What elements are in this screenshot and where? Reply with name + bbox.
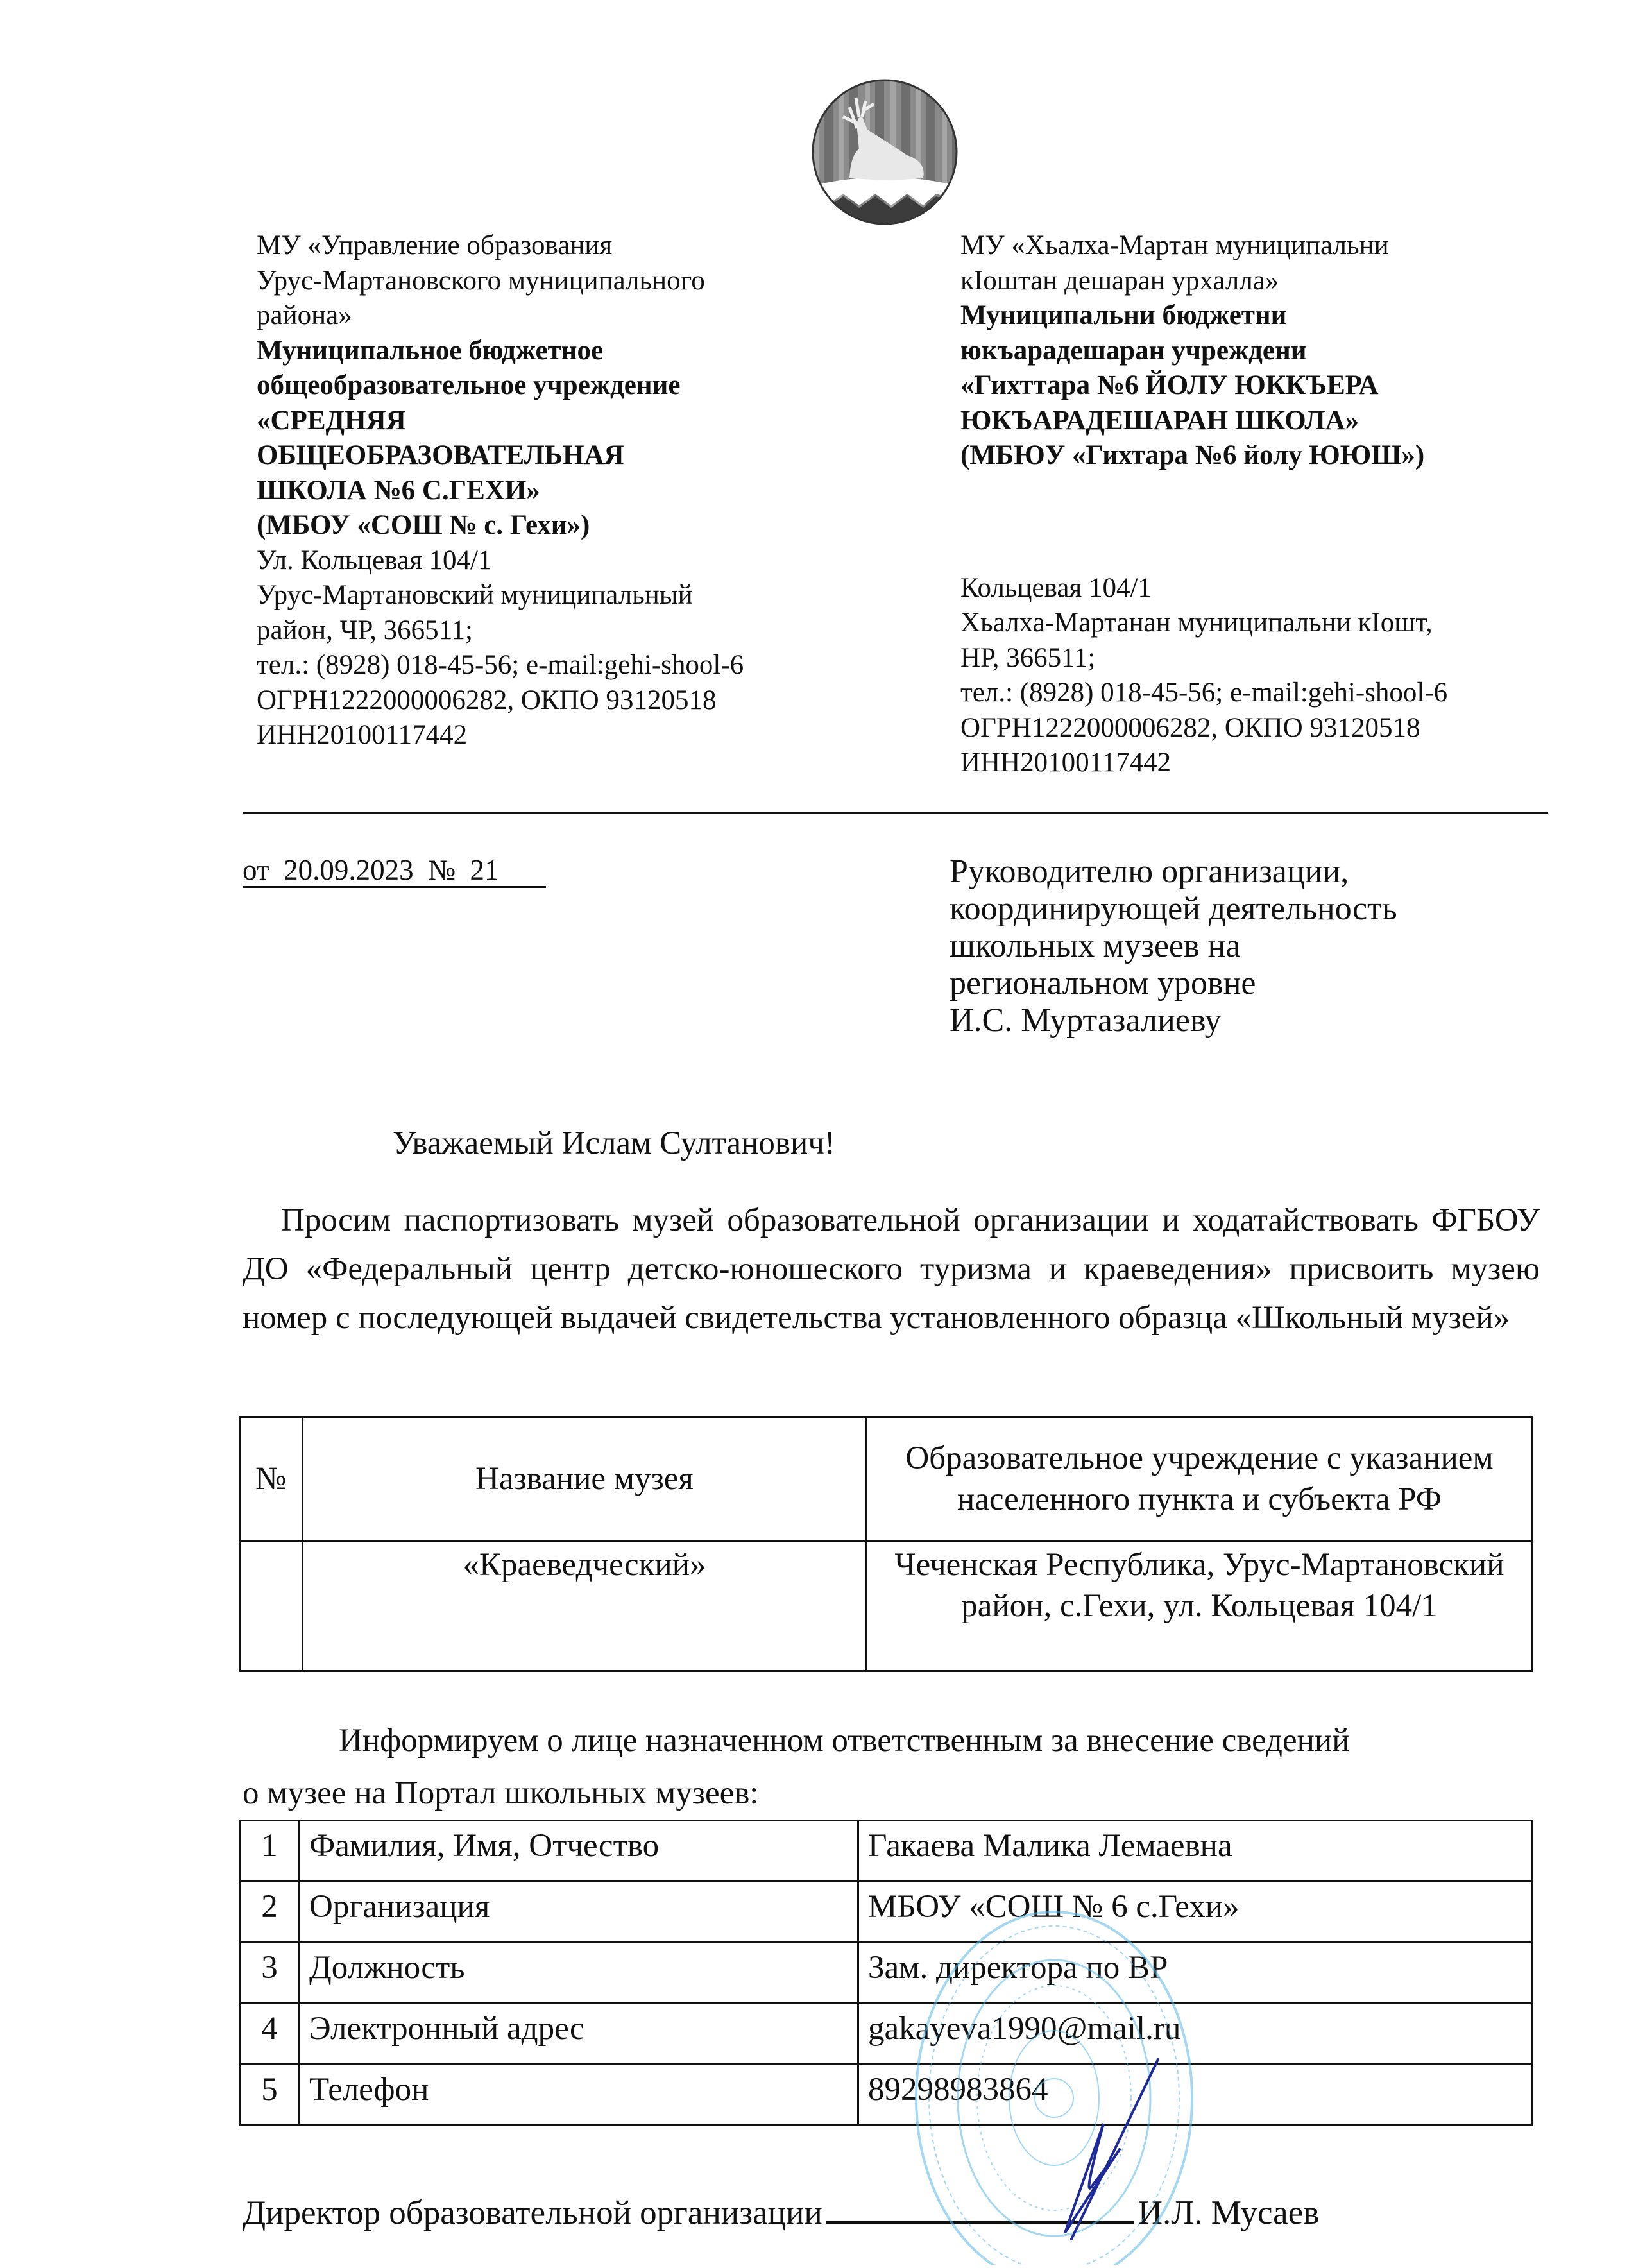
header-left-line: ШКОЛА №6 С.ГЕХИ» xyxy=(257,475,540,506)
header-left-line: общеобразовательное учреждение xyxy=(257,370,681,400)
museum-table-header-row xyxy=(240,1417,1533,1541)
signature-block xyxy=(243,2193,1319,2232)
outgoing-number: 21 xyxy=(470,854,499,886)
header-left-line: тел.: (8928) 018-45-56; e-mail:gehi-shool-6 xyxy=(257,650,744,680)
table-row xyxy=(240,1943,1533,2004)
header-right-org-line: МУ «Хьалха-Мартан муниципальни xyxy=(960,230,1389,260)
contact-row-field: Должность xyxy=(300,1943,858,2004)
request-paragraph-text: Просим паспортизовать музей образовательной организации и ходатайствовать ФГБОУ ДО «Федеральный центр детско-юношеского туризма и краеведения» присвоить музею номер с последующей выдачей свидетельства установленного образца «Школьный музей» xyxy=(243,1202,1540,1336)
header-left-line: Урус-Мартановского муниципального xyxy=(257,265,705,296)
header-divider xyxy=(243,812,1548,814)
contact-row-no: 5 xyxy=(240,2065,300,2126)
contact-row-field: Организация xyxy=(300,1882,858,1943)
header-left-line: Муниципальное бюджетное xyxy=(257,335,604,366)
request-paragraph xyxy=(243,1196,1540,1342)
header-left-line: ИНН20100117442 xyxy=(257,720,468,750)
info-paragraph xyxy=(243,1714,1538,1820)
header-right-contacts xyxy=(960,571,1602,781)
addressee-block xyxy=(950,853,1559,1039)
header-right-org-line: (МБЮУ «Гихтара №6 йолу ЮЮШ») xyxy=(960,440,1425,470)
header-right-contact-line: Кольцевая 104/1 xyxy=(960,572,1152,603)
museum-table-header-no: № xyxy=(240,1417,303,1541)
table-row xyxy=(240,1882,1533,1943)
signatory-name: И.Л. Мусаев xyxy=(1138,2194,1320,2231)
addressee-line: И.С. Муртазалиеву xyxy=(950,1002,1222,1039)
header-right-org-line: Муниципальни бюджетни xyxy=(960,300,1287,330)
addressee-line: Руководителю организации, xyxy=(950,853,1349,890)
table-row xyxy=(240,1541,1533,1671)
info-paragraph-line-1: Информируем о лице назначенном ответственным за внесение сведений xyxy=(339,1723,1350,1759)
contact-row-no: 2 xyxy=(240,1882,300,1943)
header-right-org-names xyxy=(960,228,1602,473)
info-paragraph-line-2: о музее на Портал школьных музеев: xyxy=(243,1775,759,1811)
contact-row-value: Гакаева Малика Лемаевна xyxy=(858,1821,1533,1882)
museum-table-header-name: Название музея xyxy=(303,1417,867,1541)
contact-row-no: 4 xyxy=(240,2004,300,2065)
salutation: Уважаемый Ислам Султанович! xyxy=(393,1125,835,1161)
header-right-contact-line: ИНН20100117442 xyxy=(960,747,1172,778)
museum-table xyxy=(239,1416,1533,1672)
header-right-contact-line: Хьалха-Мартанан муниципальни кIошт, xyxy=(960,608,1433,638)
signatory-position: Директор образовательной организации xyxy=(243,2194,822,2231)
header-left-line: Ул. Кольцевая 104/1 xyxy=(257,545,492,576)
outgoing-prefix: от xyxy=(243,854,269,886)
museum-row-name: «Краеведческий» xyxy=(303,1541,867,1671)
header-right-org-line: юкъарадешаран учреждени xyxy=(960,335,1307,366)
table-row xyxy=(240,2004,1533,2065)
header-right-org-line: кIоштан дешаран урхалла» xyxy=(960,265,1279,296)
table-row xyxy=(240,2065,1533,2126)
outgoing-date: 20.09.2023 xyxy=(284,854,414,886)
signature-blank-line xyxy=(826,2193,1134,2224)
header-left-organization xyxy=(257,228,898,753)
contact-row-field: Электронный адрес xyxy=(300,2004,858,2065)
header-right-contact-line: НР, 366511; xyxy=(960,642,1096,673)
museum-table-header-institution: Образовательное учреждение с указанием населенного пункта и субъекта РФ xyxy=(867,1417,1533,1541)
addressee-line: региональном уровне xyxy=(950,965,1256,1002)
addressee-line: школьных музеев на xyxy=(950,928,1241,964)
contact-row-no: 1 xyxy=(240,1821,300,1882)
header-left-line: (МБОУ «СОШ № с. Гехи») xyxy=(257,510,590,540)
header-right-organization xyxy=(960,228,1602,781)
header-right-org-line: «Гихттара №6 ЙОЛУ ЮККЪЕРА xyxy=(960,370,1379,400)
addressee-line: координирующей деятельность xyxy=(950,891,1397,927)
header-right-org-line: ЮКЪАРАДЕШАРАН ШКОЛА» xyxy=(960,405,1359,436)
header-left-line: ОБЩЕОБРАЗОВАТЕЛЬНАЯ xyxy=(257,440,624,470)
header-left-line: Урус-Мартановский муниципальный xyxy=(257,580,693,610)
table-row xyxy=(240,1821,1533,1882)
contact-row-field: Фамилия, Имя, Отчество xyxy=(300,1821,858,1882)
header-left-line: МУ «Управление образования xyxy=(257,230,613,260)
responsible-person-table xyxy=(239,1820,1533,2126)
contact-row-value: 89298983864 xyxy=(858,2065,1533,2126)
header-right-contact-line: тел.: (8928) 018-45-56; e-mail:gehi-shool-6 xyxy=(960,678,1448,708)
outgoing-number-sign: № xyxy=(428,854,456,886)
contact-row-value: gakayeva1990@mail.ru xyxy=(858,2004,1533,2065)
contact-row-no: 3 xyxy=(240,1943,300,2004)
outgoing-reference xyxy=(243,854,546,888)
header-right-contact-line: ОГРН1222000006282, ОКПО 93120518 xyxy=(960,712,1420,743)
museum-row-institution: Чеченская Республика, Урус-Мартановский район, с.Гехи, ул. Кольцевая 104/1 xyxy=(867,1541,1533,1671)
contact-row-value: МБОУ «СОШ № 6 с.Гехи» xyxy=(858,1882,1533,1943)
contact-row-value: Зам. директора по ВР xyxy=(858,1943,1533,2004)
deer-coat-of-arms-icon xyxy=(798,72,971,232)
header-left-line: района» xyxy=(257,300,352,330)
header-left-line: ОГРН1222000006282, ОКПО 93120518 xyxy=(257,685,717,715)
header-left-line: район, ЧР, 366511; xyxy=(257,615,473,645)
contact-row-field: Телефон xyxy=(300,2065,858,2126)
header-left-line: «СРЕДНЯЯ xyxy=(257,405,406,436)
museum-row-no xyxy=(240,1541,303,1671)
